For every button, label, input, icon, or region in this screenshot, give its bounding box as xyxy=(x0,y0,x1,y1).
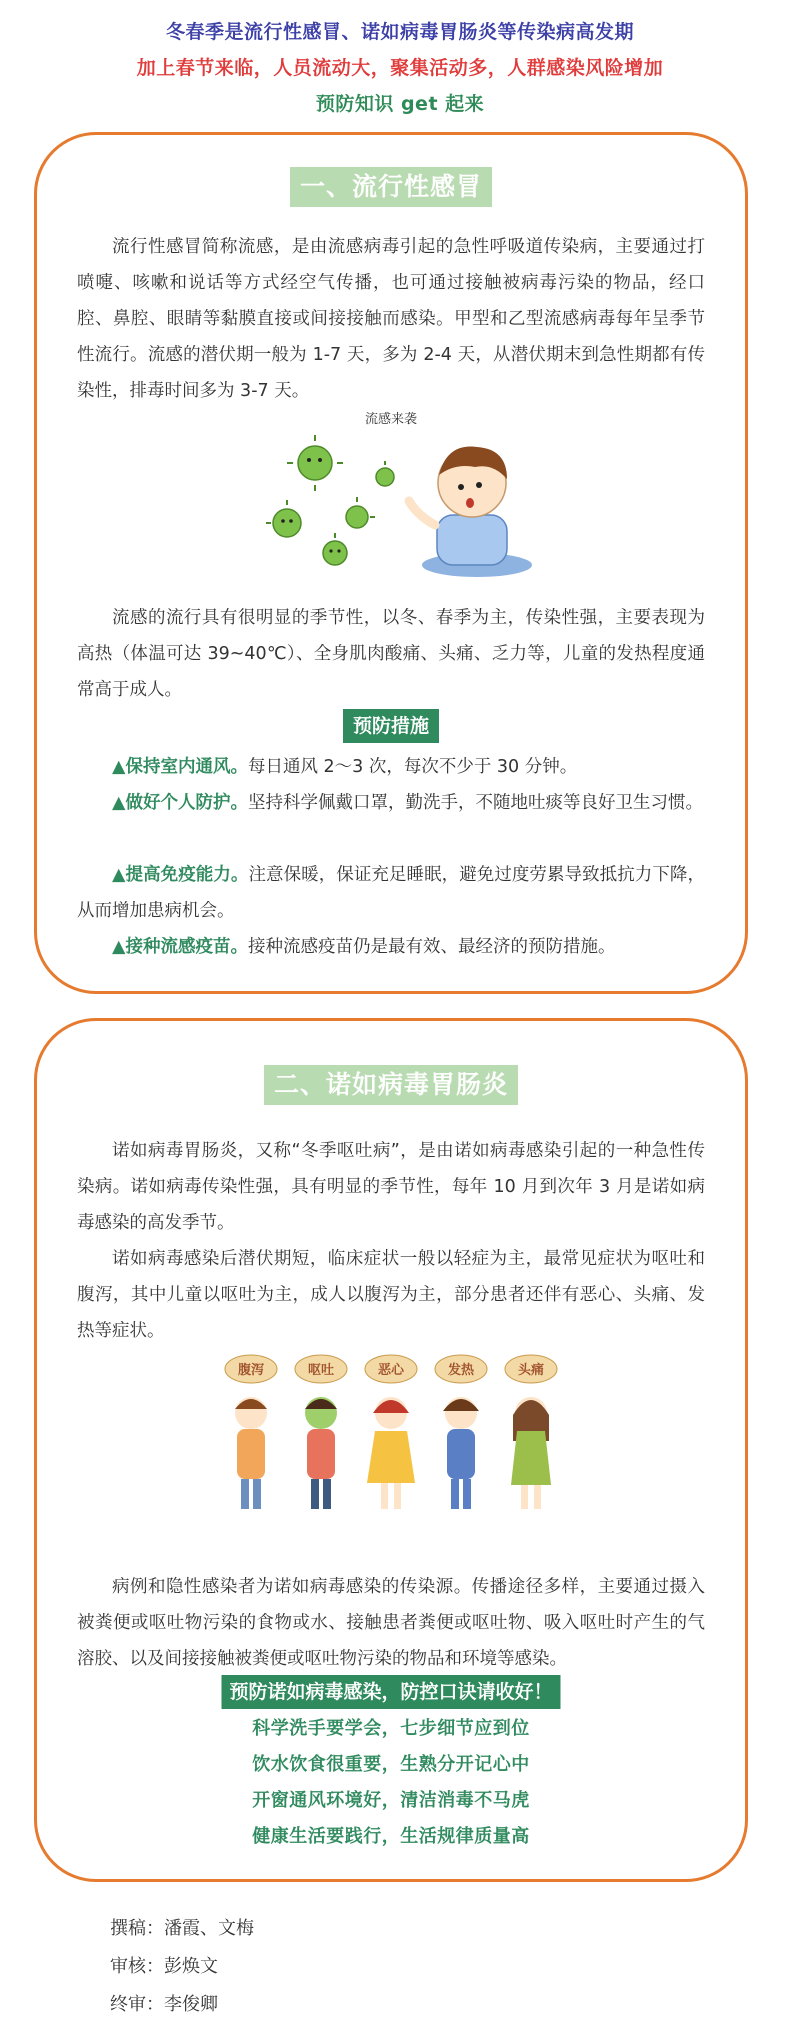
measure-head: ▲提高免疫能力。 xyxy=(112,865,249,885)
symptom-label: 恶心 xyxy=(377,1363,405,1378)
intro-line-1: 冬春季是流行性感冒、诺如病毒胃肠炎等传染病高发期 xyxy=(165,21,634,43)
flu-measure-item xyxy=(77,929,705,965)
measure-text: 注意保暖，保证充足睡眠，避免过度劳累导致抵抗力下降，从而增加患病机会。 xyxy=(77,865,705,921)
symptom-label: 呕吐 xyxy=(307,1363,335,1378)
noro-intro-paragraph: 诺如病毒胃肠炎，又称“冬季呕吐病”，是由诺如病毒感染引起的一种急性传染病。诺如病毒传染性强，具有明显的季节性，每年 10 月到次年 3 月是诺如病毒感染的高发季节。 xyxy=(77,1141,705,1233)
noro-transmission-paragraph: 病例和隐性感染者为诺如病毒感染的传染源。传播途径多样，主要通过摄入被粪便或呕吐物污染的食物或水、接触患者粪便或呕吐物、吸入呕吐时产生的气溶胶、以及间接接触被粪便或呕吐物污染的物品和环境等感染。 xyxy=(77,1577,705,1669)
noro-slogan-line: 开窗通风环境好，清洁消毒不马虎 xyxy=(252,1790,530,1811)
flu-measures-title: 预防措施 xyxy=(343,709,439,743)
measure-head: ▲保持室内通风。 xyxy=(112,757,248,777)
measure-head: ▲做好个人防护。 xyxy=(112,793,248,813)
noro-slogan-line: 科学洗手要学会，七步细节应到位 xyxy=(252,1718,530,1739)
flu-measure-item xyxy=(77,749,705,785)
noro-section-card xyxy=(34,1018,748,1882)
flu-measure-item xyxy=(77,785,705,821)
boy-character xyxy=(409,447,532,577)
measure-head: ▲接种流感疫苗。 xyxy=(112,937,248,957)
noro-symptom-paragraph: 诺如病毒感染后潜伏期短，临床症状一般以轻症为主，最常见症状为呕吐和腹泻，其中儿童以呕吐为主，成人以腹泻为主，部分患者还伴有恶心、头痛、发热等症状。 xyxy=(77,1249,705,1341)
sick-children xyxy=(235,1397,551,1509)
flu-measure-item xyxy=(77,857,705,929)
noro-slogan-line: 饮水饮食很重要，生熟分开记心中 xyxy=(252,1754,530,1775)
measure-text: 接种流感疫苗仍是最有效、最经济的预防措施。 xyxy=(247,937,616,957)
credit-final-reviewer: 终审：李俊卿 xyxy=(110,1994,218,2015)
intro-line-2: 加上春节来临，人员流动大，聚集活动多，人群感染风险增加 xyxy=(136,57,664,79)
credit-reviewer: 审核：彭焕文 xyxy=(110,1956,218,1977)
flu-section-title: 一、流行性感冒 xyxy=(290,167,492,207)
measure-text: 每日通风 2～3 次，每次不少于 30 分钟。 xyxy=(247,757,578,777)
symptom-label: 腹泻 xyxy=(237,1363,265,1378)
symptom-label: 头痛 xyxy=(517,1363,545,1378)
noro-section-title: 二、诺如病毒胃肠炎 xyxy=(264,1065,518,1105)
flu-intro-paragraph: 流行性感冒简称流感，是由流感病毒引起的急性呼吸道传染病，主要通过打喷嚏、咳嗽和说话等方式经空气传播，也可通过接触被病毒污染的物品，经口腔、鼻腔、眼睛等黏膜直接或间接接触而感染。甲型和乙型流感病毒每年呈季节性流行。流感的潜伏期一般为 1-7 天，多为 2-4 天，从潜伏期末到急性期都有传染性，排毒时间多为 3-7 天。 xyxy=(77,237,705,401)
credit-author: 撰稿：潘霞、文梅 xyxy=(110,1918,254,1939)
noro-symptoms-illustration xyxy=(221,1351,561,1521)
symptom-label: 发热 xyxy=(447,1363,475,1378)
intro-line-3: 预防知识 get 起来 xyxy=(315,93,485,115)
intro-header xyxy=(0,14,800,122)
measure-text: 坚持科学佩戴口罩，勤洗手，不随地吐痰等良好卫生习惯。 xyxy=(247,793,703,813)
noro-slogan-line: 健康生活要践行，生活规律质量高 xyxy=(252,1826,530,1847)
flu-illustration xyxy=(257,405,557,585)
flu-section-card xyxy=(34,132,748,994)
credits-block xyxy=(110,1910,254,2024)
noro-slogan-title: 预防诺如病毒感染，防控口诀请收好！ xyxy=(221,1675,560,1709)
flu-symptom-paragraph: 流感的流行具有很明显的季节性，以冬、春季为主，传染性强，主要表现为高热（体温可达 39~40℃）、全身肌肉酸痛、头痛、乏力等，儿童的发热程度通常高于成人。 xyxy=(77,608,705,700)
flu-illustration-caption: 流感来袭 xyxy=(365,412,418,427)
